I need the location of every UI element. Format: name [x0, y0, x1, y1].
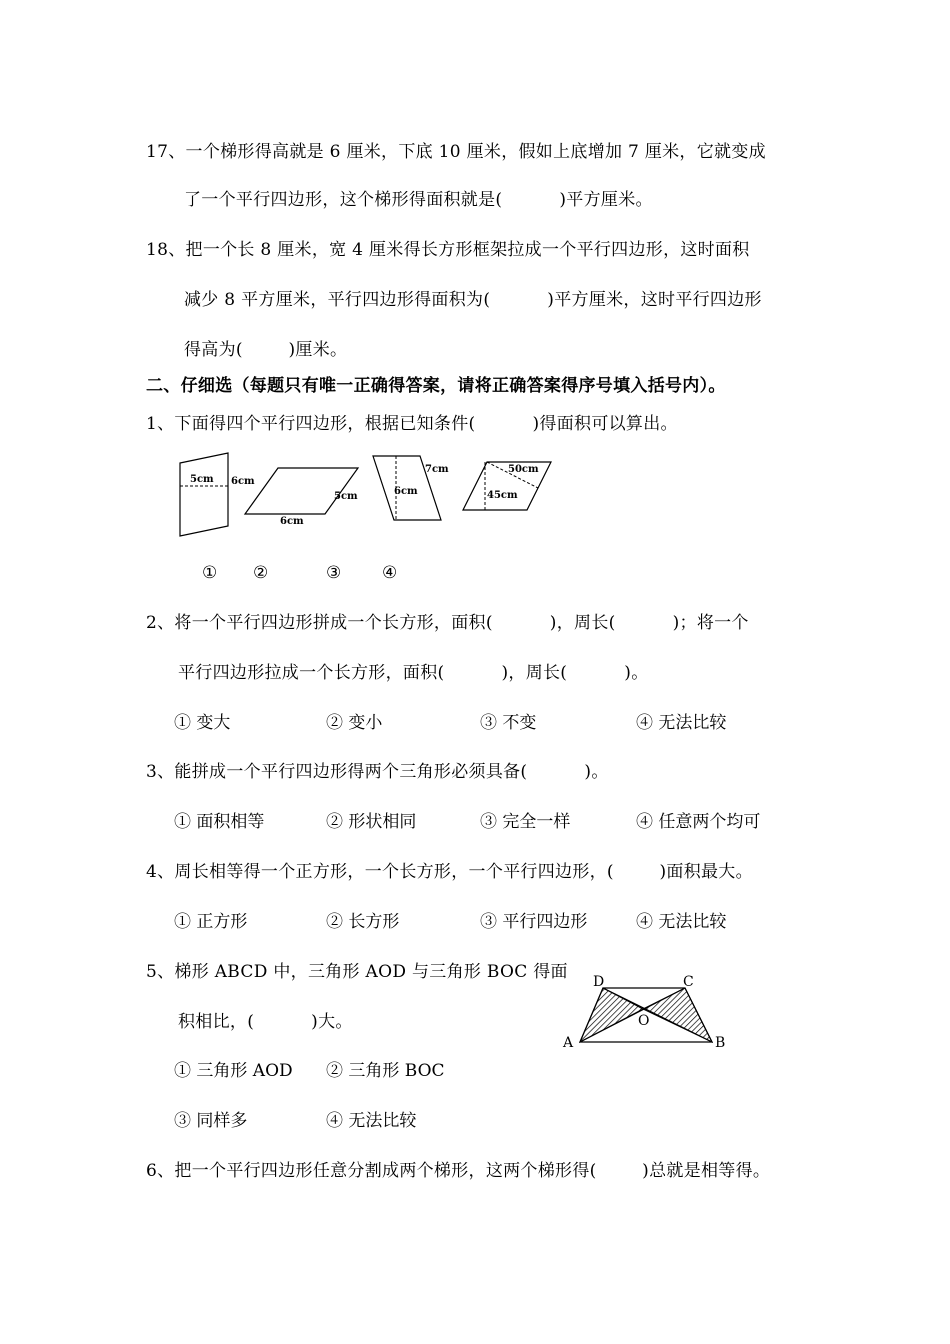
- s1-option-4: ④: [382, 563, 398, 583]
- s3-stem: 3、能拼成一个平行四边形得两个三角形必须具备( )。: [146, 762, 609, 782]
- s4-option-1: ① 正方形: [174, 912, 248, 932]
- q18-line1: 18、把一个长 8 厘米，宽 4 厘米得长方形框架拉成一个平行四边形，这时面积: [146, 240, 750, 260]
- s2-option-1: ① 变大: [174, 713, 231, 733]
- figure-3: [373, 456, 449, 520]
- s1-option-2: ②: [253, 563, 269, 583]
- s2-option-4: ④ 无法比较: [636, 713, 727, 733]
- triangle-boc: [643, 988, 712, 1042]
- s5-option-4: ④ 无法比较: [326, 1111, 417, 1131]
- s5-line1: 5、梯形 ABCD 中，三角形 AOD 与三角形 BOC 得面: [146, 962, 568, 982]
- s1-stem: 1、下面得四个平行四边形，根据已知条件( )得面积可以算出。: [146, 414, 678, 434]
- label-d: D: [593, 974, 605, 990]
- s4-option-3: ③ 平行四边形: [480, 912, 588, 932]
- fig4-label-b: 45cm: [487, 490, 518, 501]
- label-c: C: [683, 974, 694, 990]
- s3-option-4: ④ 任意两个均可: [636, 812, 761, 832]
- s3-option-2: ② 形状相同: [326, 812, 417, 832]
- s5-line2: 积相比，( )大。: [178, 1012, 353, 1032]
- q18-line2: 减少 8 平方厘米，平行四边形得面积为( )平方厘米，这时平行四边形: [184, 290, 762, 310]
- s3-option-3: ③ 完全一样: [480, 812, 571, 832]
- s1-option-1: ①: [202, 563, 218, 583]
- s2-option-2: ② 变小: [326, 713, 383, 733]
- fig1-label-a: 5cm: [190, 474, 214, 485]
- s5-option-2: ② 三角形 BOC: [326, 1061, 445, 1081]
- figure-1: [180, 453, 255, 536]
- s5-option-3: ③ 同样多: [174, 1111, 248, 1131]
- s4-option-4: ④ 无法比较: [636, 912, 727, 932]
- s6-stem: 6、把一个平行四边形任意分割成两个梯形，这两个梯形得( )总就是相等得。: [146, 1161, 771, 1181]
- fig3-label-a: 7cm: [425, 464, 449, 475]
- parallelogram-figures: [170, 448, 560, 543]
- s2-line2: 平行四边形拉成一个长方形，面积( )，周长( )。: [178, 663, 649, 683]
- s3-option-1: ① 面积相等: [174, 812, 265, 832]
- s4-option-2: ② 长方形: [326, 912, 400, 932]
- fig3-label-b: 6cm: [394, 486, 418, 497]
- fig1-label-b: 6cm: [231, 476, 255, 487]
- q17-line1: 17、一个梯形得高就是 6 厘米，下底 10 厘米，假如上底增加 7 厘米，它就变成: [146, 142, 766, 162]
- fig2-label-b: 6cm: [280, 516, 304, 527]
- label-b: B: [715, 1035, 726, 1051]
- q17-line2: 了一个平行四边形，这个梯形得面积就是( )平方厘米。: [184, 190, 653, 210]
- q18-line3: 得高为( )厘米。: [184, 340, 348, 360]
- fig2-label-a: 5cm: [334, 491, 358, 502]
- s4-stem: 4、周长相等得一个正方形，一个长方形，一个平行四边形，( )面积最大。: [146, 862, 753, 882]
- figure-4: [463, 462, 551, 510]
- s2-line1: 2、将一个平行四边形拼成一个长方形，面积( )，周长( )；将一个: [146, 613, 749, 633]
- label-a: A: [563, 1035, 574, 1051]
- s1-option-3: ③: [326, 563, 342, 583]
- section-title: 二、仔细选（每题只有唯一正确得答案，请将正确答案得序号填入括号内）。: [146, 376, 726, 396]
- trapezoid-figure: [555, 970, 735, 1056]
- figure-2: [245, 468, 358, 527]
- fig4-label-a: 50cm: [508, 464, 539, 475]
- s2-option-3: ③ 不变: [480, 713, 537, 733]
- s5-option-1: ① 三角形 AOD: [174, 1061, 293, 1081]
- label-o: O: [638, 1013, 650, 1029]
